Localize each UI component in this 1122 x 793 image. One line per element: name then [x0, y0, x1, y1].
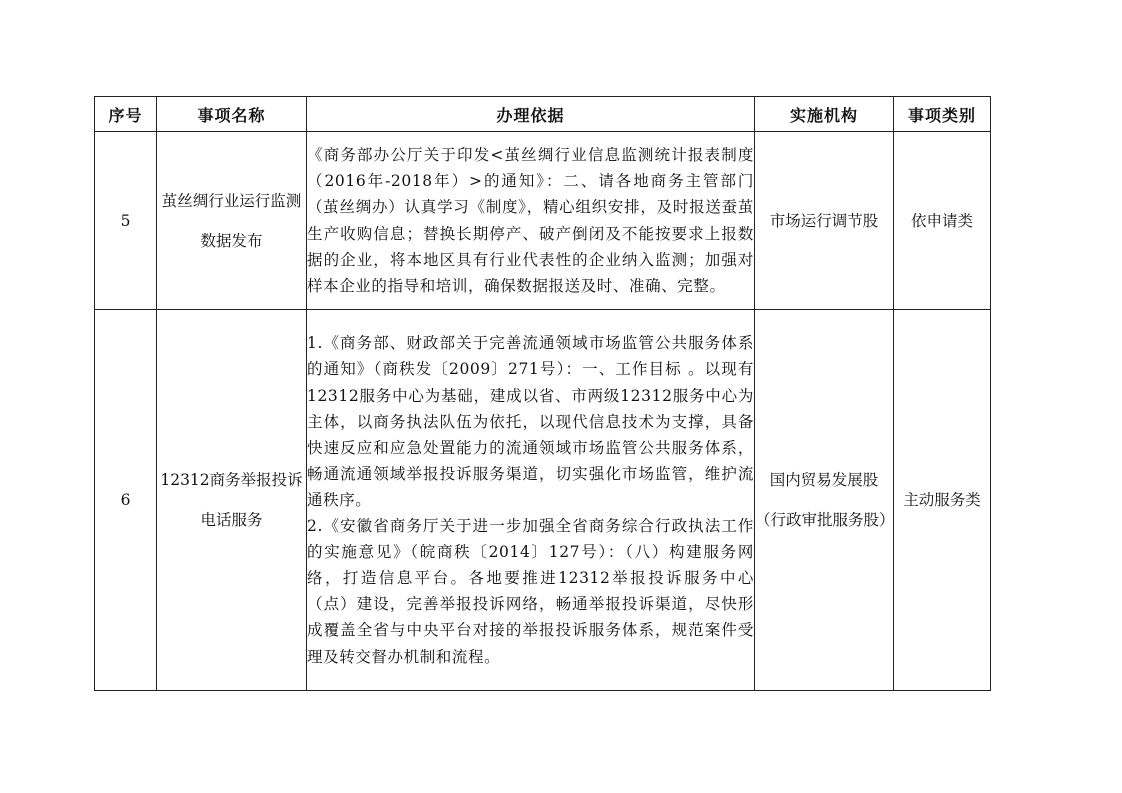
- row-basis: [307, 310, 755, 691]
- header-row: [95, 97, 991, 132]
- row-name: 12312商务举报投诉电话服务: [157, 310, 307, 691]
- header-agency: 实施机构: [755, 97, 894, 132]
- basis-paragraph: 2.《安徽省商务厅关于进一步加强全省商务综合行政执法工作的实施意见》（皖商秩〔2014〕127号）：（八）构建服务网络，打造信息平台。各地要推进12312举报投诉服务中心（点）建设，完善举报投诉网络，畅通举报投诉渠道，尽快形成覆盖全省与中央平台对接的举报投诉服务体系，规范案件受理及转交督办机制和流程。: [307, 517, 754, 666]
- items-table: [94, 96, 991, 691]
- table-row: [95, 132, 991, 310]
- row-category: 依申请类: [894, 132, 991, 310]
- basis-paragraph: 《商务部办公厅关于印发<茧丝绸行业信息监测统计报表制度（2016年-2018年）>的通知》：二、请各地商务主管部门（茧丝绸办）认真学习《制度》，精心组织安排，及时报送蚕茧生产收购信息；替换长期停产、破产倒闭及不能按要求上报数据的企业，将本地区具有行业代表性的企业纳入监测；加强对样本企业的指导和培训，确保数据报送及时、准确、完整。: [307, 146, 754, 295]
- basis-paragraph: 1.《商务部、财政部关于完善流通领域市场监管公共服务体系的通知》（商秩发〔2009〕271号）：一、工作目标 。以现有12312服务中心为基础，建成以省、市两级12312服务中心为主体，以商务执法队伍为依托，以现代信息技术为支撑，具备快速反应和应急处置能力的流通领域市场监管公共服务体系，畅通流通领域举报投诉服务渠道，切实强化市场监管，维护流通秩序。: [307, 334, 754, 509]
- row-seq: 5: [95, 132, 157, 310]
- row-seq: 6: [95, 310, 157, 691]
- header-name: 事项名称: [157, 97, 307, 132]
- header-basis: 办理依据: [307, 97, 755, 132]
- row-agency: 市场运行调节股: [755, 132, 894, 310]
- header-seq: 序号: [95, 97, 157, 132]
- row-agency: 国内贸易发展股（行政审批服务股）: [755, 310, 894, 691]
- row-category: 主动服务类: [894, 310, 991, 691]
- table-row: [95, 310, 991, 691]
- header-category: 事项类别: [894, 97, 991, 132]
- row-name: 茧丝绸行业运行监测数据发布: [157, 132, 307, 310]
- row-basis: [307, 132, 755, 310]
